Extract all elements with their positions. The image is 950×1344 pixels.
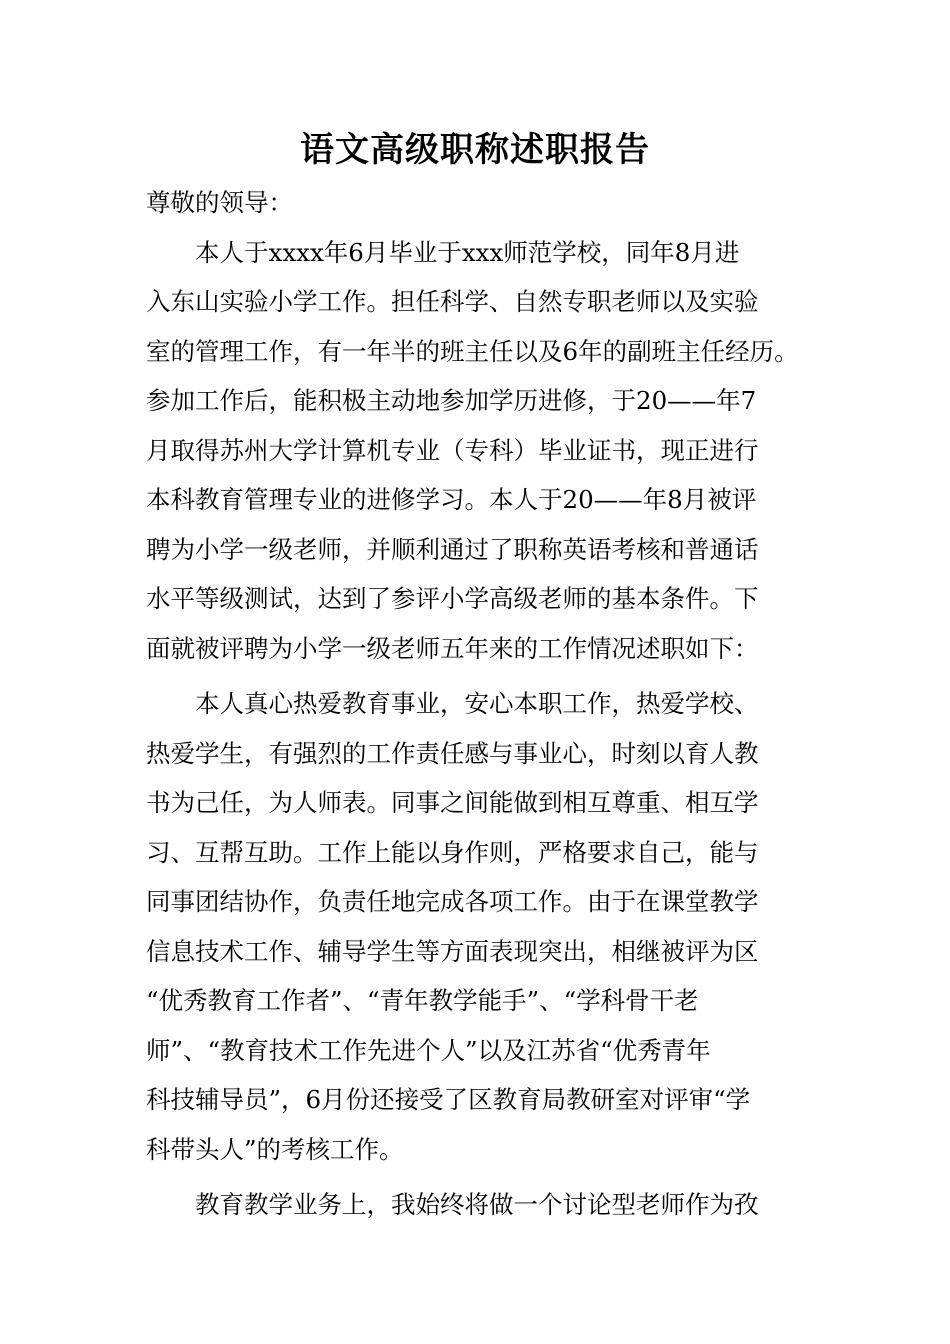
text-line: 室的管理工作，有一年半的班主任以及6年的副班主任经历。 — [146, 336, 799, 366]
paragraph-2 — [146, 679, 836, 1174]
text-line: 参加工作后，能积极主动地参加学历进修，于20——年7 — [146, 386, 757, 415]
document-title: 语文高级职称述职报告 — [300, 130, 650, 170]
text-line: 水平等级测试，达到了参评小学高级老师的基本条件。下 — [146, 584, 759, 613]
paragraph-1 — [146, 228, 836, 674]
text-line: 面就被评聘为小学一级老师五年来的工作情况述职如下： — [146, 633, 759, 663]
text-line: 聘为小学一级老师，并顺利通过了职称英语考核和普通话 — [146, 534, 759, 564]
text-line: 本人真心热爱教育事业，安心本职工作，热爱学校、 — [146, 689, 759, 718]
text-line: 师”、“教育技术工作先进个人”以及江苏省“优秀青年 — [146, 1035, 711, 1065]
text-line: 本科教育管理专业的进修学习。本人于20——年8月被评 — [146, 485, 757, 514]
text-line: 教育教学业务上，我始终将做一个讨论型老师作为孜 — [146, 1190, 759, 1219]
text-line: 书为己任，为人师表。同事之间能做到相互尊重、相互学 — [146, 788, 759, 817]
document-body — [146, 178, 836, 1230]
text-line: “优秀教育工作者”、“青年教学能手”、“学科骨干老 — [146, 986, 699, 1015]
text-line: 月取得苏州大学计算机专业（专科）毕业证书，现正进行 — [146, 435, 759, 465]
text-line: 本人于xxxx年6月毕业于xxx师范学校，同年8月进 — [146, 237, 740, 267]
text-line: 热爱学生，有强烈的工作责任感与事业心，时刻以育人教 — [146, 738, 759, 768]
text-line: 科技辅导员”，6月份还接受了区教育局教研室对评审“学 — [146, 1085, 751, 1114]
text-line: 科带头人”的考核工作。 — [146, 1134, 404, 1164]
text-line: 习、互帮互助。工作上能以身作则，严格要求自己，能与 — [146, 837, 759, 867]
salutation: 尊敬的领导： — [146, 188, 293, 217]
text-line: 信息技术工作、辅导学生等方面表现突出，相继被评为区 — [146, 936, 759, 966]
text-line: 入东山实验小学工作。担任科学、自然专职老师以及实验 — [146, 287, 759, 316]
text-line: 同事团结协作，负责任地完成各项工作。由于在课堂教学 — [146, 887, 759, 916]
paragraph-3 — [146, 1180, 836, 1230]
